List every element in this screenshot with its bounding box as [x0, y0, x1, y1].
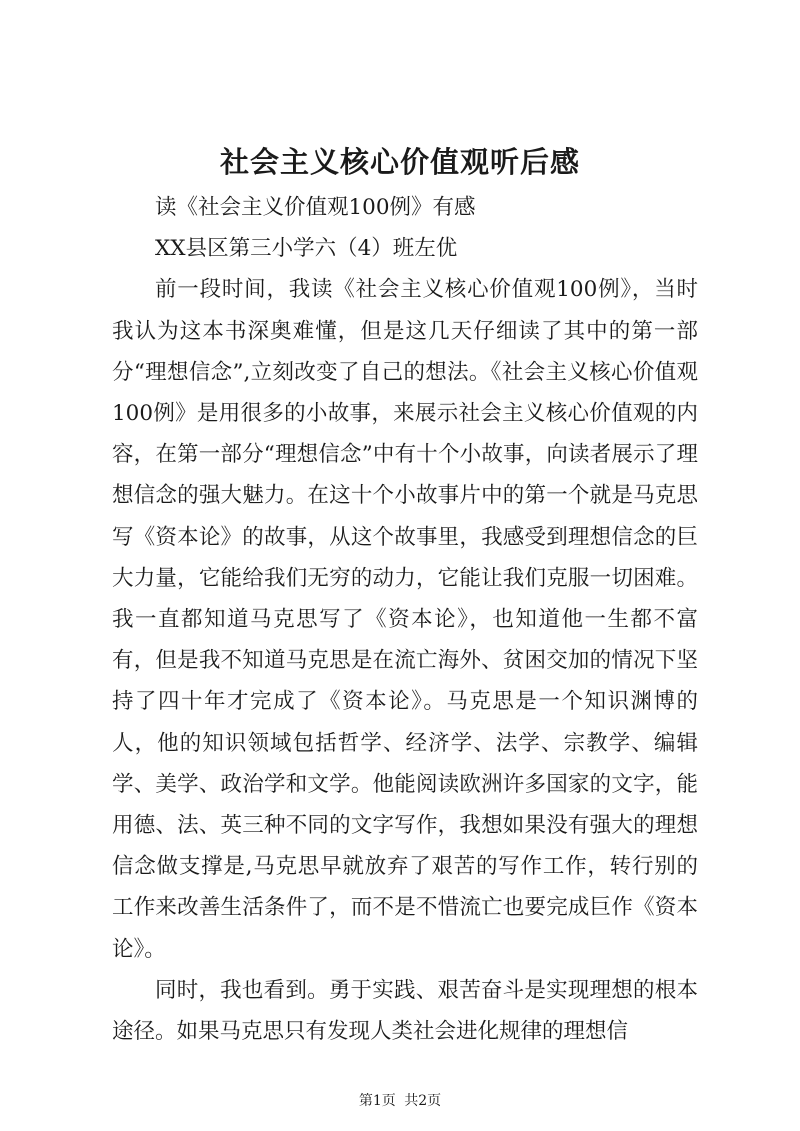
body-paragraph: 前一段时间，我读《社会主义核心价值观100例》，当时我认为这本书深奥难懂，但是这几天仔细读了其中的第一部分“理想信念”,立刻改变了自己的想法。《社会主义核心价值观100例》是用很多的小故事，来展示社会主义核心价值观的内容，在第一部分“理想信念”中有十个小故事，向读者展示了理想信念的强大魅力。在这十个小故事片中的第一个就是马克思写《资本论》的故事，从这个故事里，我感受到理想信念的巨大力量，它能给我们无穷的动力，它能让我们克服一切困难。我一直都知道马克思写了《资本论》，也知道他一生都不富有，但是我不知道马克思是在流亡海外、贫困交加的情况下坚持了四十年才完成了《资本论》。马克思是一个知识渊博的人，他的知识领域包括哲学、经济学、法学、宗教学、编辑学、美学、政治学和文学。他能阅读欧洲许多国家的文字，能用德、法、英三种不同的文字写作，我想如果没有强大的理想信念做支撑是,马克思早就放弃了艰苦的写作工作，转行别的工作来改善生活条件了，而不是不惜流亡也要完成巨作《资本论》。 [112, 277, 698, 962]
subtitle-paragraph: 读《社会主义价值观100例》有感 [155, 195, 476, 220]
document-body [112, 187, 698, 1052]
document-title: 社会主义核心价值观听后感 [219, 145, 580, 179]
body-paragraph: 同时，我也看到。勇于实践、艰苦奋斗是实现理想的根本途径。如果马克思只有发现人类社会进化规律的理想信 [112, 977, 698, 1045]
page-footer: 第1页 共2页 [358, 1093, 442, 1109]
author-line: XX县区第三小学六（4）班左优 [155, 236, 458, 262]
